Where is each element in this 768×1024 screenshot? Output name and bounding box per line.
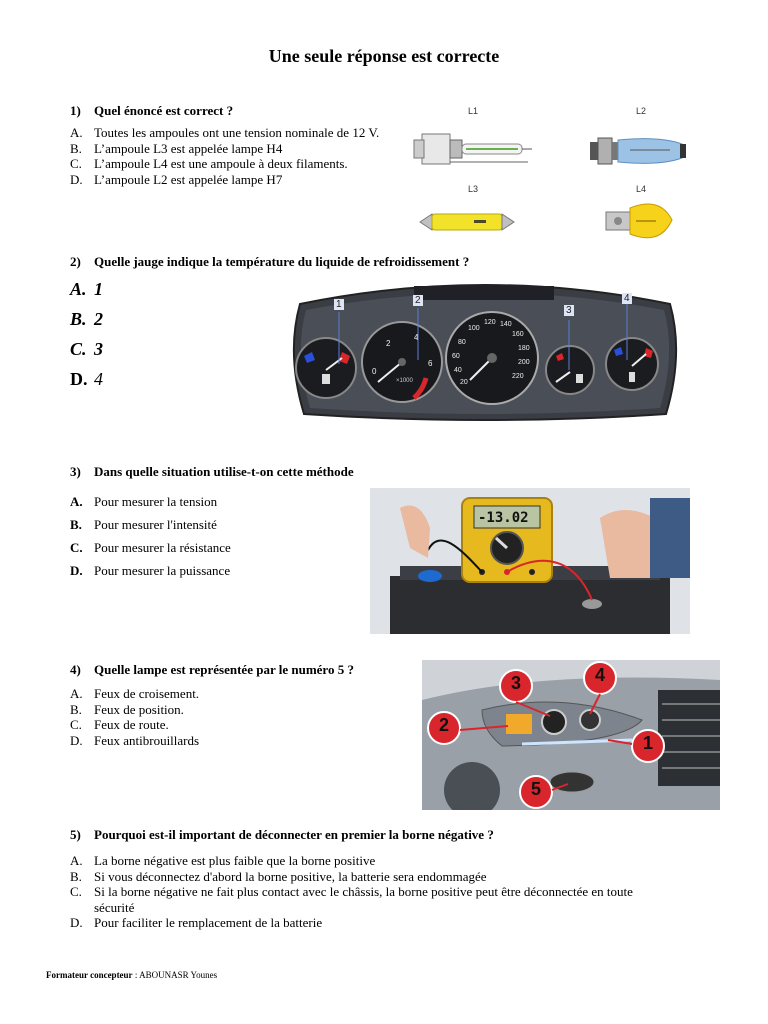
label-l2: L2 bbox=[636, 106, 647, 116]
question-5-options bbox=[70, 853, 633, 931]
option-d[interactable]: D. Pour faciliter le remplacement de la batterie bbox=[70, 915, 323, 930]
option-b[interactable]: B. Pour mesurer l'intensité bbox=[70, 517, 217, 532]
option-c[interactable]: C. L’ampoule L4 est une ampoule à deux filaments. bbox=[70, 156, 348, 171]
option-a[interactable]: A. Pour mesurer la tension bbox=[70, 494, 218, 509]
svg-text:60: 60 bbox=[452, 353, 460, 360]
bulbs-drawing bbox=[410, 100, 700, 250]
question-text: Pourquoi est-il important de déconnecter en premier la borne négative ? bbox=[94, 827, 494, 842]
question-number: 5) bbox=[70, 827, 81, 842]
option-c[interactable]: C. Pour mesurer la résistance bbox=[70, 540, 231, 555]
option-a[interactable]: A. Toutes les ampoules ont une tension nominale de 12 V. bbox=[70, 125, 380, 140]
option-b[interactable]: B. Si vous déconnectez d'abord la borne positive, la batterie sera endommagée bbox=[70, 868, 487, 884]
multimeter-photo bbox=[370, 488, 690, 634]
svg-text:160: 160 bbox=[512, 331, 524, 338]
option-d[interactable]: D. L’ampoule L2 est appelée lampe H7 bbox=[70, 171, 283, 187]
question-3 bbox=[70, 464, 354, 480]
svg-text:2: 2 bbox=[386, 339, 391, 348]
option-b[interactable]: B. 2 bbox=[70, 309, 103, 329]
gauge-3-icon bbox=[546, 346, 594, 394]
question-4 bbox=[70, 662, 354, 678]
callout-2: 2 bbox=[438, 715, 449, 735]
svg-text:80: 80 bbox=[458, 339, 466, 346]
option-a[interactable]: A. 1 bbox=[70, 279, 103, 299]
label-l4: L4 bbox=[636, 184, 647, 194]
page-title: Une seule réponse est correcte bbox=[268, 46, 500, 66]
option-a[interactable]: A. La borne négative est plus faible que la borne positive bbox=[70, 853, 376, 868]
option-c[interactable]: C. 3 bbox=[70, 339, 103, 359]
bulb-l4-icon bbox=[606, 204, 672, 238]
question-5 bbox=[70, 827, 494, 843]
question-2 bbox=[70, 254, 469, 270]
question-2-options bbox=[70, 274, 103, 394]
question-text: Quelle lampe est représentée par le numéro 5 ? bbox=[94, 662, 354, 677]
gauge-4-icon bbox=[606, 338, 658, 390]
svg-text:140: 140 bbox=[500, 321, 512, 328]
headlight-drawing bbox=[422, 660, 720, 810]
footer bbox=[46, 970, 217, 980]
svg-text:200: 200 bbox=[518, 359, 530, 366]
gauge-label-3: 3 bbox=[566, 305, 572, 316]
bulb-l2-icon bbox=[590, 138, 686, 164]
svg-text:4: 4 bbox=[414, 333, 419, 342]
svg-text:×1000: ×1000 bbox=[396, 378, 413, 384]
question-number: 1) bbox=[70, 103, 81, 118]
svg-text:20: 20 bbox=[460, 379, 468, 386]
option-d[interactable]: D. 4 bbox=[70, 369, 103, 389]
option-c[interactable]: C. Feux de route. bbox=[70, 717, 169, 732]
footer-name: ABOUNASR Younes bbox=[139, 970, 218, 980]
question-number: 2) bbox=[70, 254, 81, 269]
gauge-2-icon bbox=[362, 322, 442, 402]
question-1-options bbox=[70, 125, 379, 187]
gauge-label-4: 4 bbox=[624, 293, 630, 304]
callout-4: 4 bbox=[594, 665, 605, 685]
svg-text:220: 220 bbox=[512, 373, 524, 380]
option-c[interactable]: C. Si la borne négative ne fait plus contact avec le châssis, la borne positive peut être déconnectée en toute bbox=[70, 884, 633, 899]
callout-5: 5 bbox=[530, 779, 541, 799]
svg-text:0: 0 bbox=[372, 367, 377, 376]
svg-text:100: 100 bbox=[468, 325, 480, 332]
multimeter-display: -13.02 bbox=[478, 510, 529, 526]
multimeter-drawing bbox=[370, 488, 690, 634]
bulbs-figure bbox=[410, 100, 700, 250]
gauge-1-icon bbox=[296, 338, 356, 398]
question-number: 3) bbox=[70, 464, 81, 479]
svg-text:120: 120 bbox=[484, 319, 496, 326]
bulb-l1-icon bbox=[414, 134, 532, 164]
question-3-options bbox=[70, 490, 231, 582]
question-number: 4) bbox=[70, 662, 81, 677]
svg-text:6: 6 bbox=[428, 359, 433, 368]
option-b[interactable]: B. Feux de position. bbox=[70, 701, 184, 717]
option-a[interactable]: A. Feux de croisement. bbox=[70, 686, 200, 701]
label-l3: L3 bbox=[468, 184, 479, 194]
footer-separator: : bbox=[132, 970, 140, 980]
question-4-options bbox=[70, 686, 199, 748]
question-text: Quel énoncé est correct ? bbox=[94, 103, 234, 118]
gauge-label-1: 1 bbox=[336, 299, 342, 310]
question-text: Dans quelle situation utilise-t-on cette méthode bbox=[94, 464, 354, 479]
option-c-continued: sécurité bbox=[94, 899, 135, 915]
option-b[interactable]: B. L’ampoule L3 est appelée lampe H4 bbox=[70, 140, 283, 156]
svg-text:40: 40 bbox=[454, 367, 462, 374]
speedometer-icon bbox=[446, 312, 538, 404]
headlight-photo bbox=[422, 660, 720, 810]
label-l1: L1 bbox=[468, 106, 479, 116]
svg-text:180: 180 bbox=[518, 345, 530, 352]
gauge-label-2: 2 bbox=[415, 295, 421, 306]
footer-label: Formateur concepteur bbox=[46, 970, 133, 980]
callout-1: 1 bbox=[642, 733, 653, 753]
question-1 bbox=[70, 103, 233, 119]
question-text: Quelle jauge indique la température du liquide de refroidissement ? bbox=[94, 254, 470, 269]
option-d[interactable]: D. Pour mesurer la puissance bbox=[70, 563, 231, 578]
bulb-l3-icon bbox=[420, 214, 514, 230]
dashboard-figure bbox=[286, 274, 684, 424]
callout-3: 3 bbox=[510, 673, 521, 693]
option-d[interactable]: D. Feux antibrouillards bbox=[70, 732, 200, 748]
